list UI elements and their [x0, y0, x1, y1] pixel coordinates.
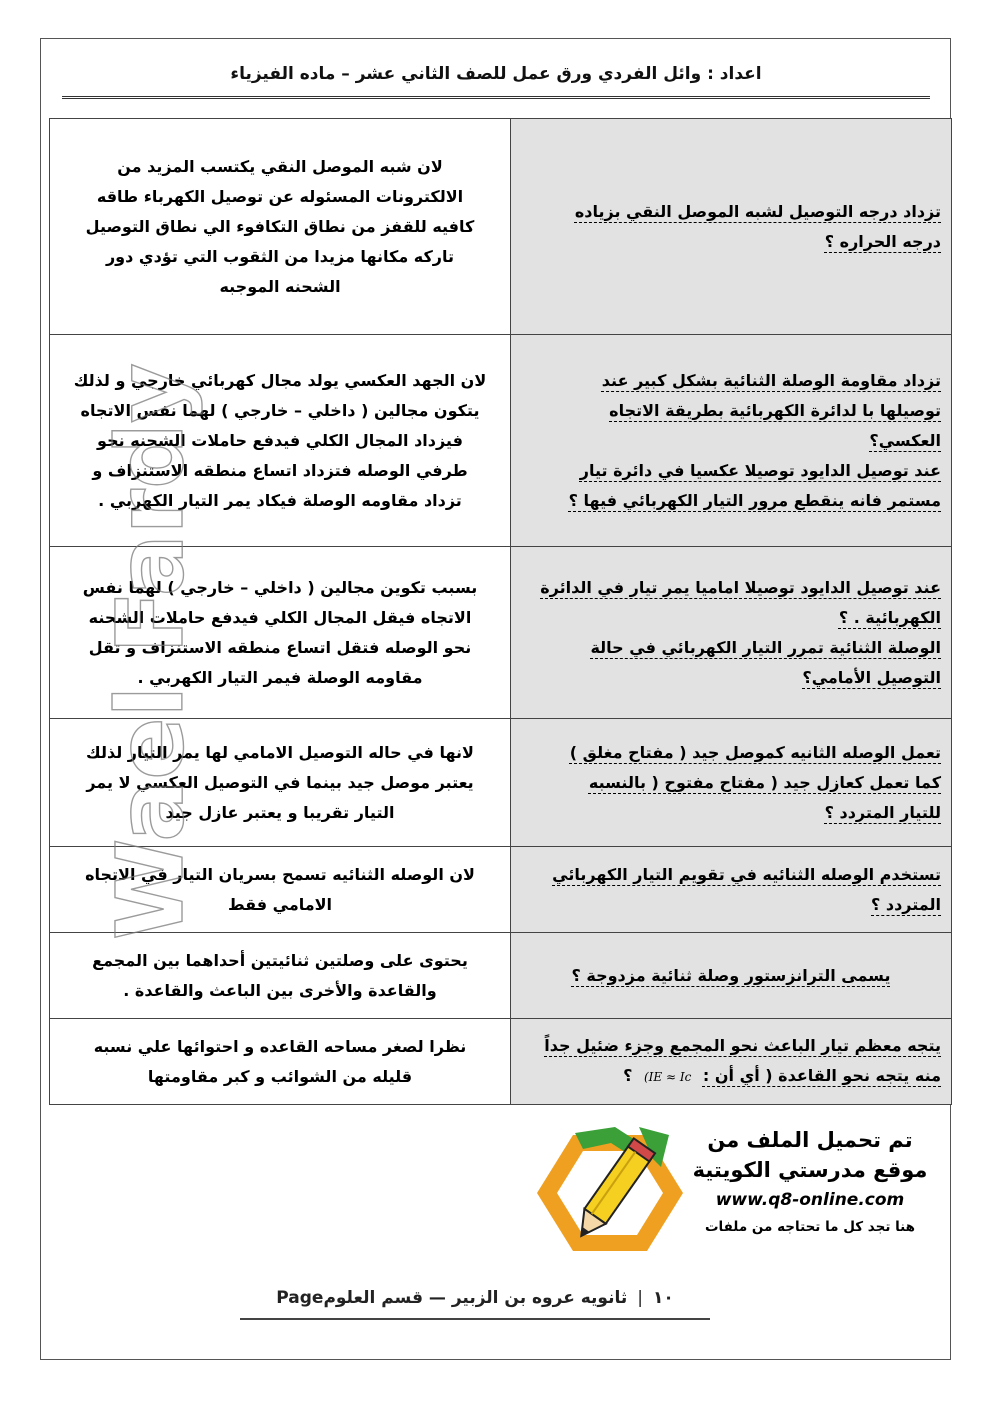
answer-cell [50, 933, 511, 1019]
question-line: تستخدم الوصله الثنائيه في تقويم التيار الكهربائي [552, 864, 941, 884]
answer-line: الالكترونات المسئوله عن توصيل الكهرباء طاقه [96, 186, 464, 206]
answer-line: نحو الوصله فتقل اتساع منطقه الاستنزاف و تقل [88, 637, 472, 657]
answer-line: الاتجاه فيقل المجال الكلي فيدفع حاملات الشحنه [88, 607, 472, 627]
answer-line: التيار تقريبا و يعتبر عازل جيد [165, 802, 395, 822]
answer-line: نظرا لصغر مساحه القاعده و احتوائها علي نسبه [93, 1036, 467, 1056]
question-cell [511, 1019, 952, 1105]
answer-line: والقاعدة والأخرى بين الباعث والقاعدة . [123, 980, 437, 1000]
question-cell [511, 547, 952, 719]
question-line [521, 1061, 941, 1092]
banner-tagline: هنا تجد كل ما تحتاجه من ملفات [704, 1219, 916, 1235]
question-line: كما تعمل كعازل جيد ( مفتاح مفتوح ( بالنسبه [588, 772, 941, 792]
answer-line: يتكون مجالين ( داخلي – خارجي ) لهما نفس الاتجاه [80, 400, 480, 420]
question-line: درجه الحراره ؟ [824, 231, 941, 251]
answer-line: لان الجهد العكسي يولد مجال كهربائي خارجي و لذلك [73, 370, 487, 390]
header-divider [62, 96, 930, 99]
question-line: يتجه معظم تيار الباعث نحو المجمع وجزء ضئيل جداً [544, 1036, 941, 1055]
answer-line: الامامي فقط [227, 894, 333, 914]
answer-cell [50, 547, 511, 719]
formula: (IE ≈ Ic [643, 1070, 692, 1084]
answer-line: لانها في حاله التوصيل الامامي لها يمر التيار لذلك [86, 742, 474, 762]
answer-cell [50, 335, 511, 547]
question-line: تعمل الوصله الثانيه كموصل جيد ( مفتاح مغلق ) [569, 742, 941, 762]
answer-line: لان الوصله الثنائيه تسمح بسريان التيار في الاتجاه [85, 864, 475, 884]
question-line: المتردد ؟ [871, 894, 941, 914]
page-footer [240, 1288, 710, 1318]
question-mark: ؟ [623, 1066, 633, 1085]
table-row [50, 335, 952, 547]
question-line: تزداد مقاومة الوصلة الثنائية بشكل كبير عند [601, 370, 941, 390]
question-line: الكهربائية . ؟ [838, 607, 941, 627]
page-header-title: اعداد : وائل الفردي ورق عمل للصف الثاني عشر – ماده الفيزياء [230, 64, 762, 84]
download-banner[interactable] [520, 1115, 940, 1265]
question-cell [511, 119, 952, 335]
footer-separator: | [637, 1288, 643, 1308]
question-line: يسمى الترانزستور وصلة ثنائية مزدوجة ؟ [571, 965, 891, 985]
question-cell [511, 719, 952, 847]
banner-url-link[interactable]: www.q8-online.com [715, 1190, 905, 1210]
pencil-logo-icon [535, 1123, 685, 1263]
answer-line: يحتوى على وصلتين ثنائيتين أحداهما بين المجمع [92, 950, 468, 970]
question-line: الوصلة الثنائية تمرر التيار الكهربائي في حالة [590, 637, 941, 657]
question-cell [511, 933, 952, 1019]
question-cell [511, 335, 952, 547]
answer-cell [50, 719, 511, 847]
answer-line: فيزداد المجال الكلي فيدفع حاملات الشحنه نحو [97, 430, 463, 450]
banner-line1: تم تحميل الملف من [707, 1128, 913, 1152]
question-line: التوصيل الأمامي؟ [802, 667, 941, 687]
answer-line: لان شبه الموصل النقي يكتسب المزيد من [117, 156, 443, 176]
answer-line: الشحنه الموجبه [219, 276, 341, 296]
answer-line: تاركه مكانها مزيدا من الثقوب التي تؤدي دور [105, 246, 455, 266]
table-row [50, 933, 952, 1019]
question-line: عند توصيل الدايود توصيلا اماميا يمر تيار في الدائرة [540, 577, 941, 597]
answer-line: تزداد مقاومه الوصلة فيكاد يمر التيار الكهربي . [98, 490, 462, 510]
table-row [50, 847, 952, 933]
watermark-text: Wael Fardy [97, 363, 204, 940]
table-row [50, 119, 952, 335]
answer-line: طرفي الوصله فتزداد اتساع منطقه الاستنزاف و [92, 460, 468, 480]
table-row [50, 547, 952, 719]
banner-text [685, 1125, 935, 1239]
answer-line: مقاومه الوصلة فيمر التيار الكهربي . [137, 667, 423, 687]
qa-table [49, 118, 952, 1105]
question-line: العكسي؟ [869, 430, 941, 450]
banner-line2: موقع مدرستي الكويتية [692, 1158, 928, 1182]
answer-line: بسبب تكوين مجالين ( داخلي – خارجي ) لهما نفس [82, 577, 478, 597]
answer-cell [50, 1019, 511, 1105]
footer-divider [240, 1318, 710, 1320]
answer-line: يعتبر موصل جيد بينما في التوصيل العكسي لا يمر [86, 772, 474, 792]
answer-line: كافيه للقفز من نطاق التكافوء الي نطاق التوصيل [85, 216, 475, 236]
answer-cell [50, 847, 511, 933]
question-text: منه يتجه نحو القاعدة ( أي أن : [702, 1066, 941, 1085]
question-line: تزداد درجه التوصيل لشبه الموصل النقي بزياده [574, 201, 941, 221]
footer-page-number: Page١٠ [276, 1288, 674, 1308]
question-line: للتيار المتردد ؟ [824, 802, 941, 822]
question-cell [511, 847, 952, 933]
table-row [50, 719, 952, 847]
answer-cell [50, 119, 511, 335]
question-line: عند توصيل الدايود توصيلا عكسيا في دائرة تيار [579, 460, 941, 480]
question-line: توصيلها با لدائرة الكهربائية بطريقة الاتجاه [609, 400, 941, 420]
answer-line: قليله من الشوائب و كبر مقاومتها [147, 1066, 413, 1086]
footer-school: ثانويه عروه بن الزبير — قسم العلوم [323, 1288, 628, 1308]
table-row [50, 1019, 952, 1105]
question-line: مستمر فانه ينقطع مرور التيار الكهربائي فيها ؟ [568, 490, 941, 510]
